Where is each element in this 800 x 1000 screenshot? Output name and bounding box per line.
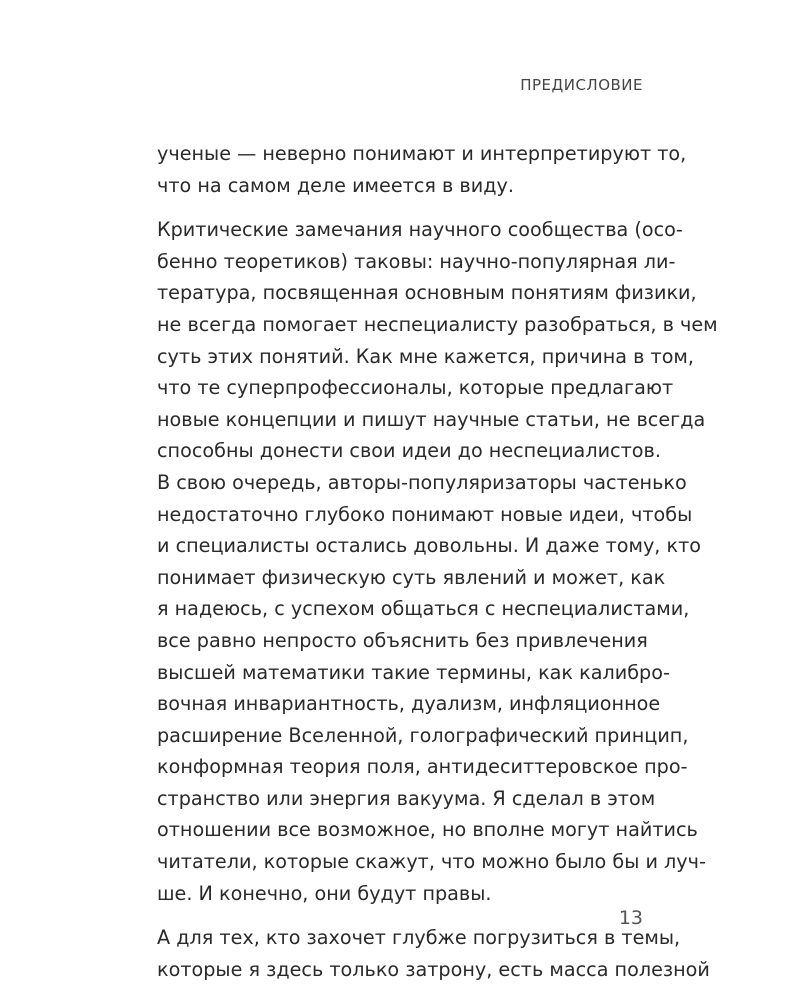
- body-text: [157, 138, 718, 985]
- paragraph-gap: [157, 909, 643, 922]
- paragraph-gap: [157, 201, 643, 214]
- text-line: расширение Вселенной, голографический принцип,: [157, 723, 689, 747]
- text-line: конформная теория поля, антидеситтеровское про-: [157, 755, 688, 779]
- text-line: А для тех, кто захочет глубже погрузиться в темы,: [157, 926, 681, 950]
- text-line: бенно теоретиков) таковы: научно-популярная ли-: [157, 249, 676, 273]
- text-line: Критические замечания научного сообщества (осо-: [157, 218, 683, 242]
- text-line: отношении все возможное, но вполне могут найтись: [157, 818, 698, 842]
- text-line: понимает физическую суть явлений и может, как: [157, 565, 666, 589]
- text-line: и специалисты остались довольны. И даже тому, кто: [157, 534, 702, 558]
- paragraph-3: [157, 922, 710, 985]
- text-line: способны донести свои идеи до неспециалистов.: [157, 439, 661, 463]
- text-line: не всегда помогает неспециалисту разобраться, в чем: [157, 312, 718, 336]
- text-line: суть этих понятий. Как мне кажется, причина в том,: [157, 344, 695, 368]
- text-line: недостаточно глубоко понимают новые идеи, чтобы: [157, 502, 693, 526]
- text-line: вочная инвариантность, дуализм, инфляционное: [157, 692, 661, 716]
- text-line: которые я здесь только затрону, есть масса полезной: [157, 957, 710, 981]
- text-line: странство или энергия вакуума. Я сделал в этом: [157, 786, 656, 810]
- text-line: что те суперпрофессионалы, которые предлагают: [157, 376, 674, 400]
- text-line: все равно непросто объяснить без привлечения: [157, 628, 648, 652]
- text-line: ше. И конечно, они будут правы.: [157, 881, 492, 905]
- text-line: новые концепции и пишут научные статьи, не всегда: [157, 407, 706, 431]
- text-line: я надеюсь, с успехом общаться с неспециалистами,: [157, 597, 690, 621]
- text-line: читатели, которые скажут, что можно было бы и луч-: [157, 850, 706, 874]
- text-line: тература, посвященная основным понятиям физики,: [157, 281, 697, 305]
- text-line: В свою очередь, авторы-популяризаторы частенько: [157, 470, 687, 494]
- text-line: высшей математики такие термины, как калибро-: [157, 660, 670, 684]
- running-header: ПРЕДИСЛОВИЕ: [520, 76, 643, 94]
- paragraph-1: [157, 138, 687, 201]
- paragraph-2: [157, 214, 718, 909]
- page-number: 13: [618, 907, 643, 929]
- text-line: что на самом деле имеется в виду.: [157, 173, 514, 197]
- text-line: ученые — неверно понимают и интерпретируют то,: [157, 142, 687, 165]
